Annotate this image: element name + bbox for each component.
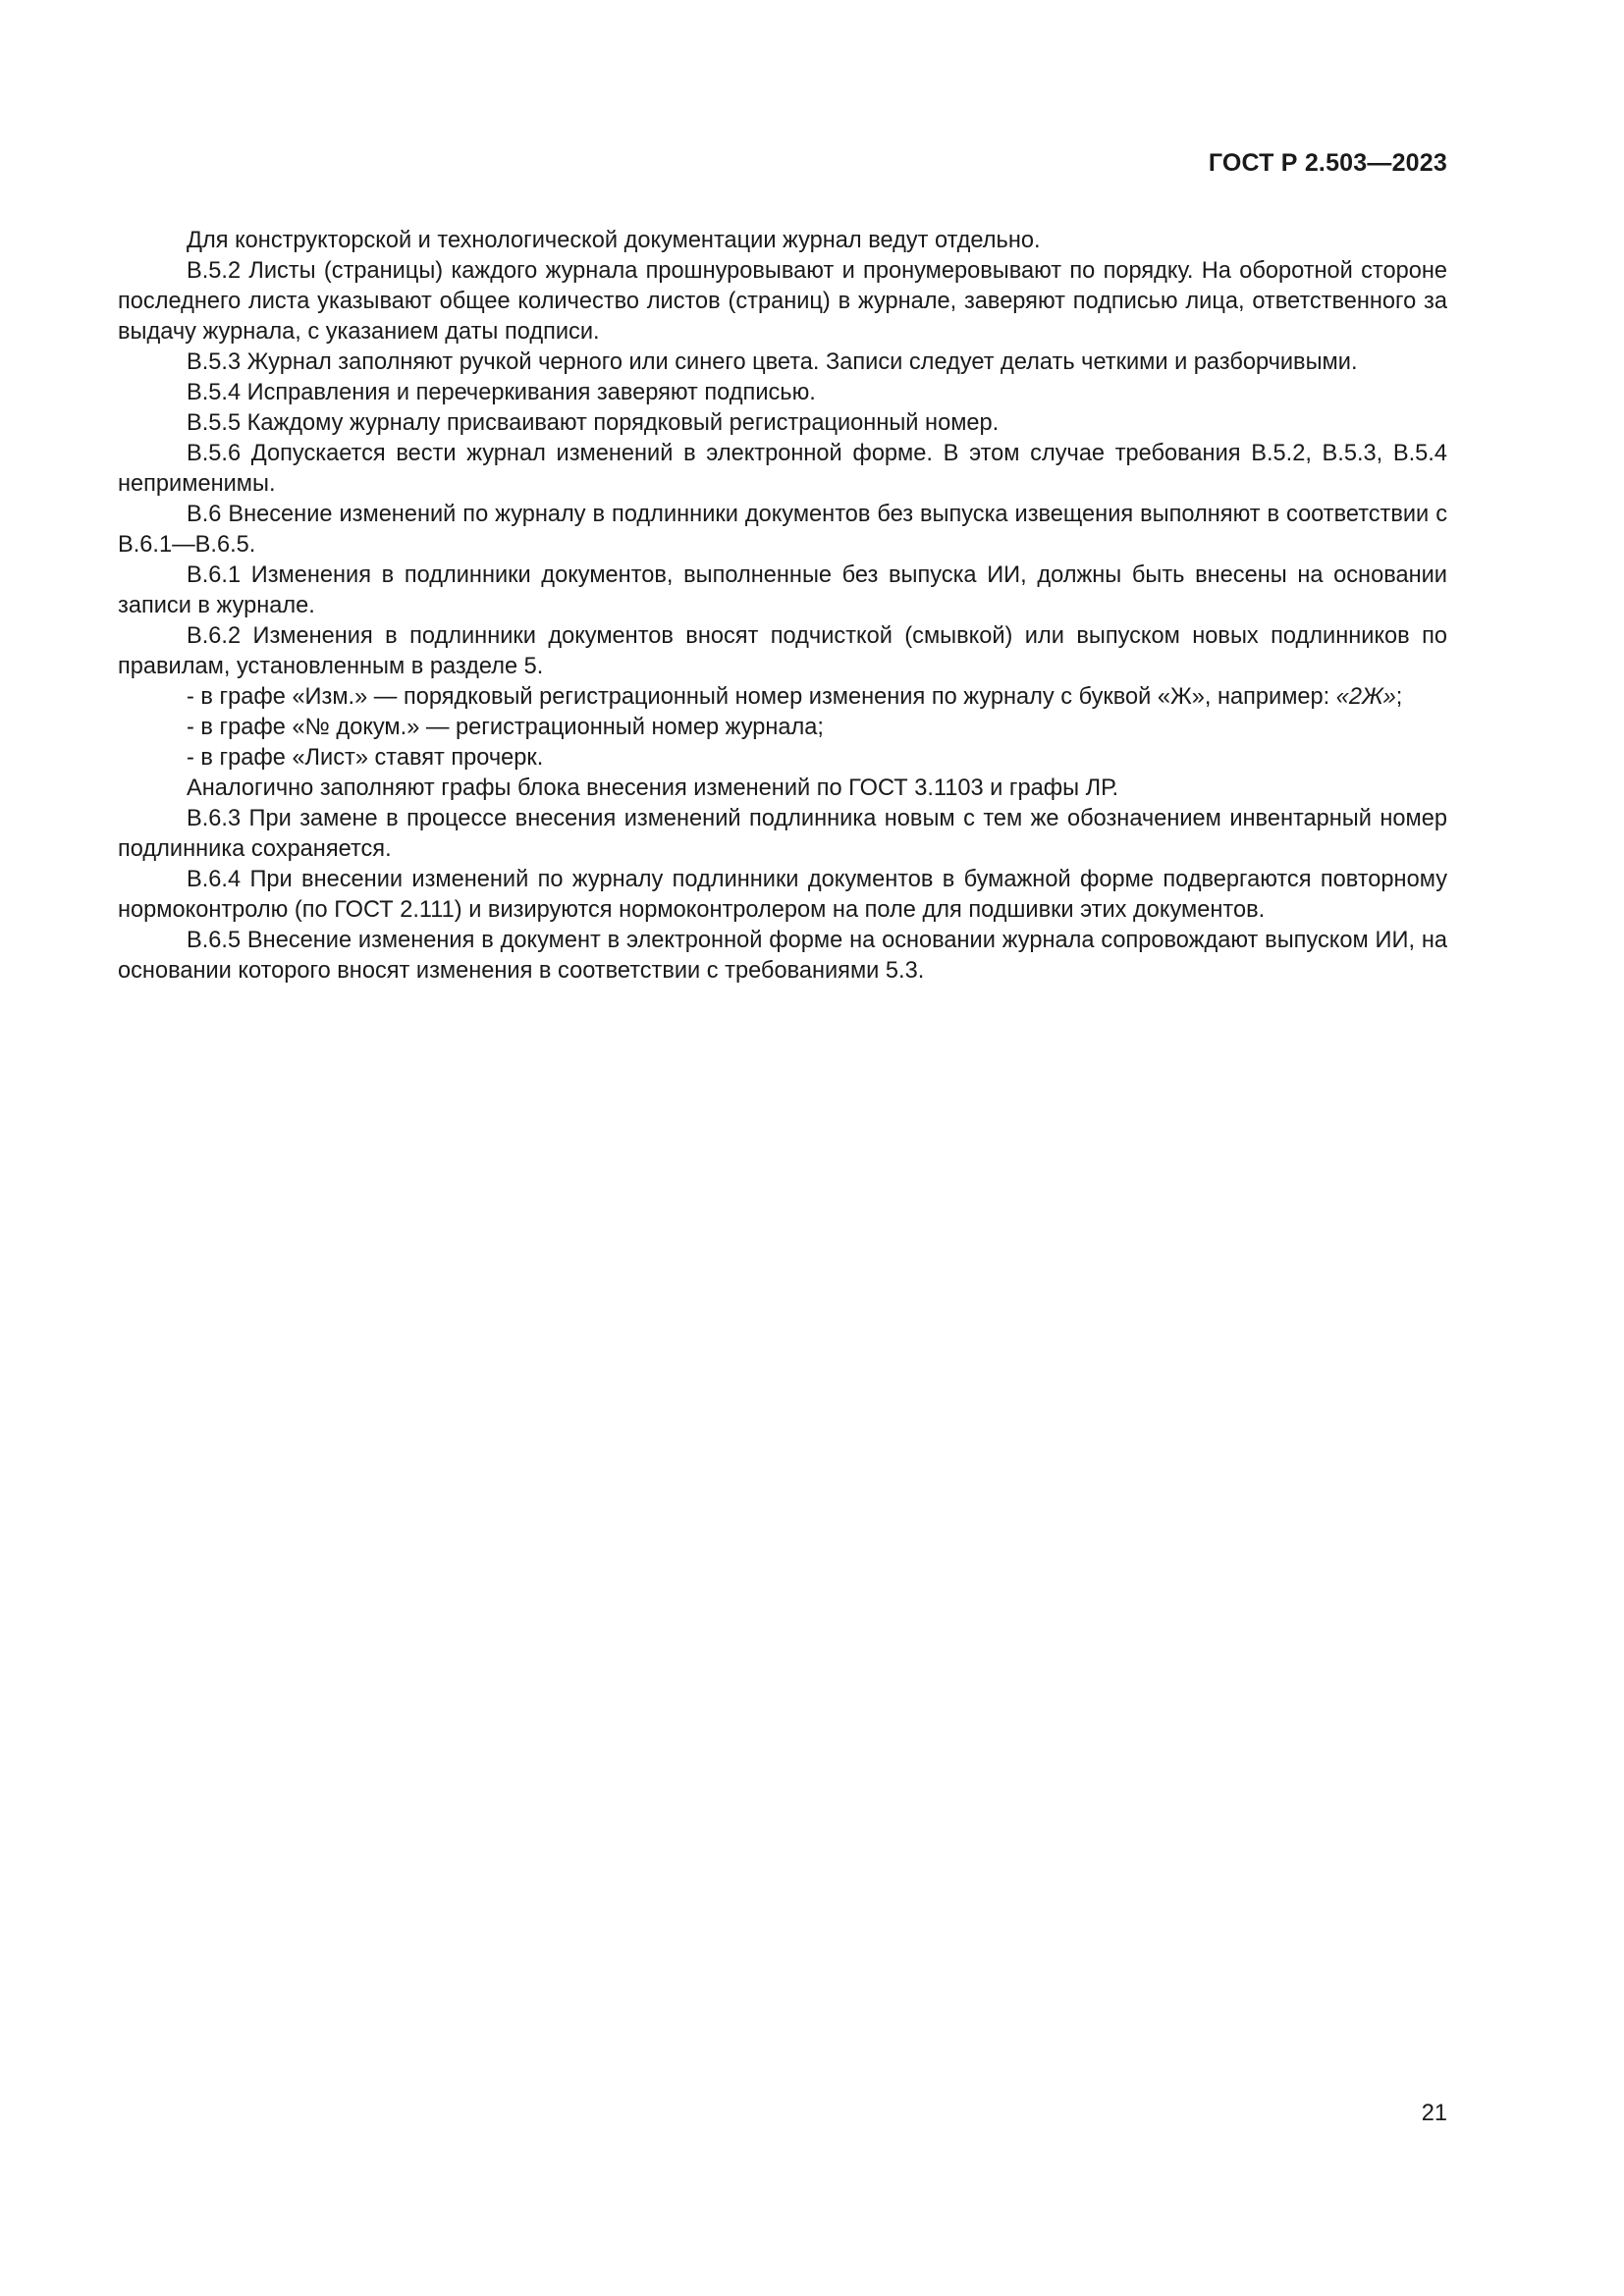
list-item-izm-end: ; [1395, 684, 1403, 710]
document-body [118, 226, 1447, 987]
paragraph-analogichno: Аналогично заполняют графы блока внесения изменений по ГОСТ 3.1103 и графы ЛР. [187, 775, 1119, 801]
list-item-list: - в графе «Лист» ставят прочерк. [187, 745, 544, 771]
paragraph-b-5-4: В.5.4 Исправления и перечеркивания заверяют подписью. [187, 380, 816, 405]
paragraph-b-6: В.6 Внесение изменений по журналу в подлинники документов без выпуска извещения выполняют в соответствии с В.6.1—В.6.5. [118, 502, 1447, 558]
paragraph: Для конструкторской и технологической документации журнал ведут отдельно. [187, 228, 1041, 253]
page-number: 21 [1421, 2101, 1447, 2126]
document-header-standard: ГОСТ Р 2.503—2023 [1208, 149, 1447, 177]
paragraph-b-6-1: В.6.1 Изменения в подлинники документов, выполненные без выпуска ИИ, должны быть внесены на основании записи в журнале. [118, 562, 1447, 618]
list-item-dokum: - в графе «№ докум.» — регистрационный номер журнала; [187, 715, 824, 740]
paragraph-b-5-3: В.5.3 Журнал заполняют ручкой черного или синего цвета. Записи следует делать четкими и разборчивыми. [187, 349, 1358, 375]
paragraph-b-6-2: В.6.2 Изменения в подлинники документов вносят подчисткой (смывкой) или выпуском новых подлинников по правилам, установленным в разделе 5. [118, 623, 1447, 679]
list-item-izm [118, 682, 1447, 713]
paragraph-b-6-5: В.6.5 Внесение изменения в документ в электронной форме на основании журнала сопровождают выпуском ИИ, на основании которого вносят изменения в соответствии с требованиями 5.3. [118, 928, 1447, 984]
list-item-izm-example: «2Ж» [1335, 684, 1396, 710]
paragraph-b-5-5: В.5.5 Каждому журналу присваивают порядковый регистрационный номер. [187, 410, 1000, 436]
paragraph-b-5-2: В.5.2 Листы (страницы) каждого журнала прошнуровывают и пронумеровывают по порядку. На оборотной стороне последнего листа указывают общее количество листов (страниц) в журнале, заверяют подписью лица, ответственного за выдачу журнала, с указанием даты подписи. [118, 258, 1447, 345]
paragraph-b-6-3: В.6.3 При замене в процессе внесения изменений подлинника новым с тем же обозначением инвентарный номер подлинника сохраняется. [118, 806, 1447, 862]
paragraph-b-6-4: В.6.4 При внесении изменений по журналу подлинники документов в бумажной форме подвергаются повторному нормоконтролю (по ГОСТ 2.111) и визируются нормоконтролером на поле для подшивки этих документов. [118, 867, 1447, 923]
paragraph-b-5-6: В.5.6 Допускается вести журнал изменений в электронной форме. В этом случае требования В.5.2, В.5.3, В.5.4 неприменимы. [118, 441, 1447, 497]
list-item-izm-text: - в графе «Изм.» — порядковый регистрационный номер изменения по журналу с буквой «Ж», например: [187, 684, 1336, 710]
